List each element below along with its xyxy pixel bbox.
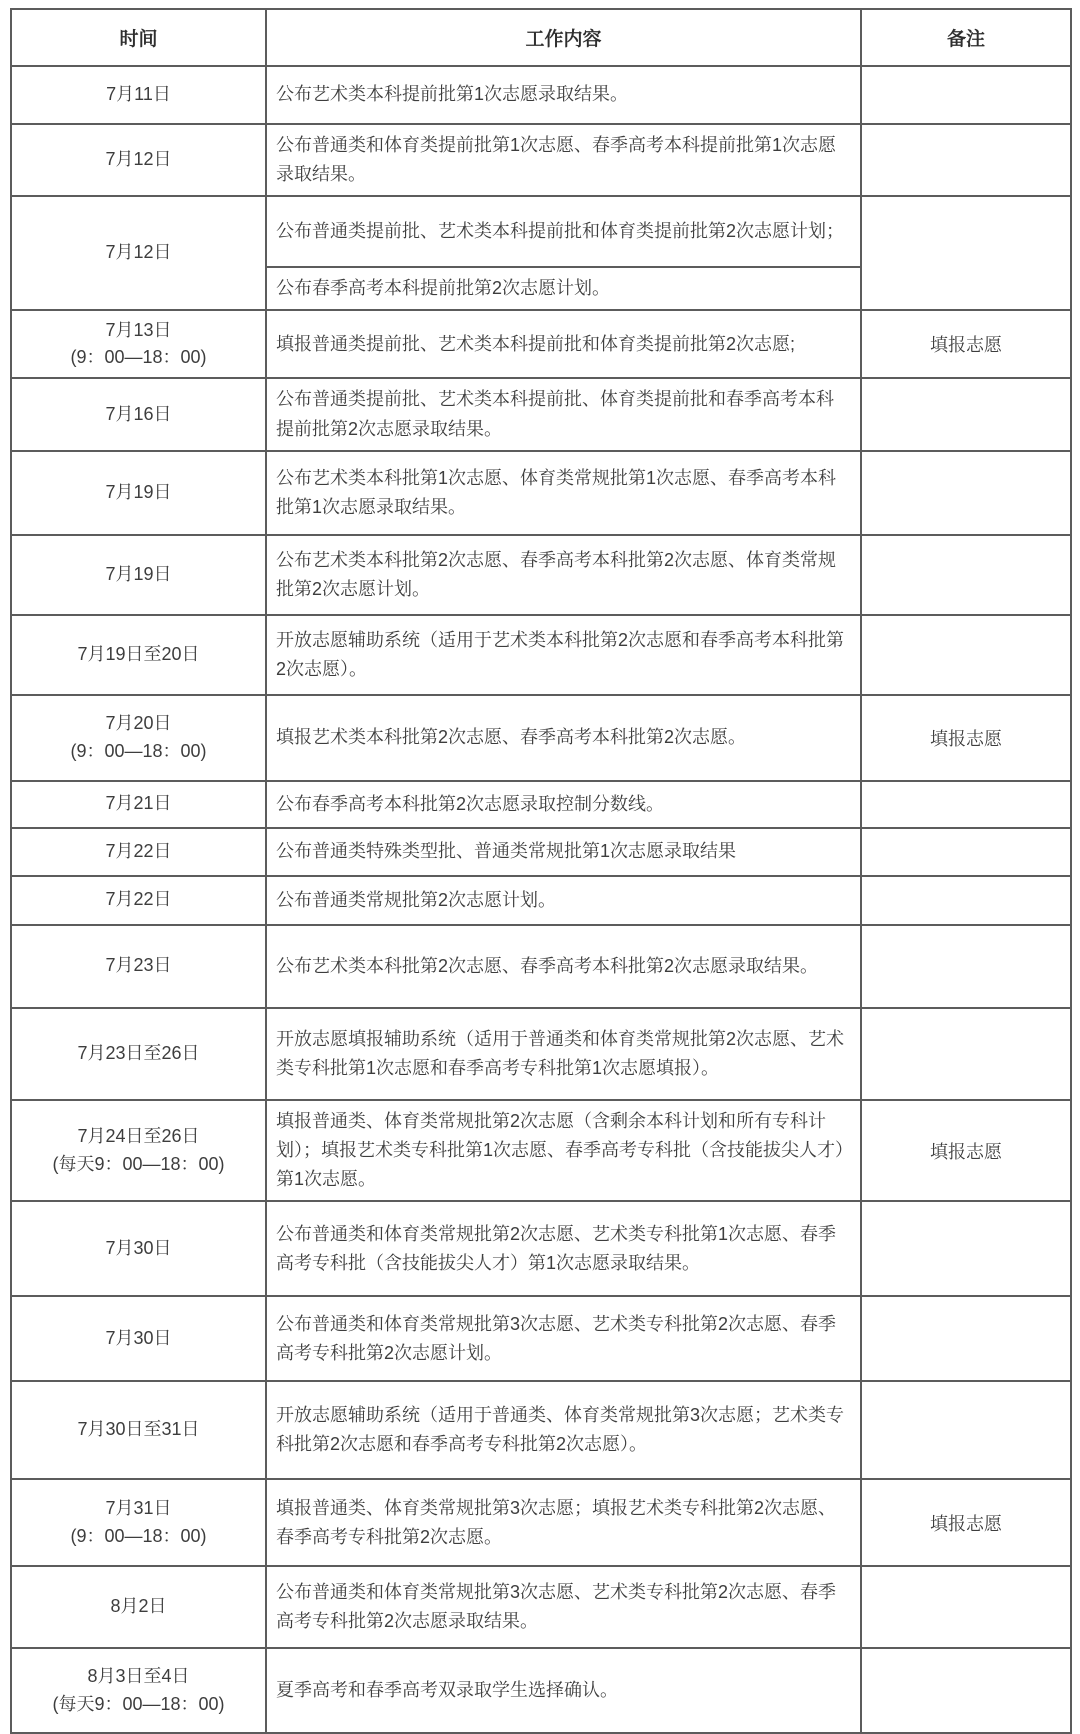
table-row (11, 1201, 1071, 1296)
table-row (11, 1296, 1071, 1381)
time-range-text: (每天9：00—18：00) (52, 1693, 225, 1714)
date-text: 7月20日 (105, 712, 172, 733)
table-row (11, 615, 1071, 695)
time-range-text: (9：00—18：00) (70, 1525, 207, 1546)
content-cell: 公布春季高考本科批第2次志愿录取控制分数线。 (266, 781, 861, 828)
date-text: 7月19日 (105, 563, 172, 584)
date-text: 7月30日 (105, 1327, 172, 1348)
remark-cell (861, 1201, 1071, 1296)
column-header-time: 时间 (11, 9, 266, 66)
content-cell: 公布普通类和体育类常规批第3次志愿、艺术类专科批第2次志愿、春季高考专科批第2次志愿录取结果。 (266, 1566, 861, 1648)
time-cell (11, 196, 266, 310)
time-range-text: (9：00—18：00) (70, 740, 207, 761)
time-cell (11, 615, 266, 695)
time-cell (11, 124, 266, 196)
remark-cell (861, 615, 1071, 695)
remark-cell (861, 1008, 1071, 1100)
table-row (11, 1100, 1071, 1201)
time-cell (11, 451, 266, 535)
remark-cell (861, 451, 1071, 535)
date-text: 7月23日至26日 (77, 1042, 200, 1063)
time-cell (11, 535, 266, 615)
remark-cell (861, 1381, 1071, 1479)
content-cell: 填报普通类、体育类常规批第2次志愿（含剩余本科计划和所有专科计划）；填报艺术类专科批第1次志愿、春季高考专科批（含技能拔尖人才）第1次志愿。 (266, 1100, 861, 1201)
content-cell: 公布普通类提前批、艺术类本科提前批和体育类提前批第2次志愿计划； (266, 196, 861, 267)
time-range-text: (9：00—18：00) (70, 347, 207, 368)
content-cell: 填报普通类提前批、艺术类本科提前批和体育类提前批第2次志愿; (266, 310, 861, 378)
date-text: 7月30日至31日 (77, 1419, 200, 1440)
table-row (11, 1566, 1071, 1648)
remark-cell: 填报志愿 (861, 1100, 1071, 1201)
content-cell: 开放志愿辅助系统（适用于艺术类本科批第2次志愿和春季高考本科批第2次志愿）。 (266, 615, 861, 695)
remark-cell (861, 828, 1071, 876)
table-row (11, 1479, 1071, 1566)
time-cell (11, 378, 266, 450)
table-row (11, 535, 1071, 615)
table-row (11, 695, 1071, 781)
time-cell (11, 1100, 266, 1201)
date-text: 7月21日 (105, 793, 172, 814)
content-cell: 公布普通类和体育类提前批第1次志愿、春季高考本科提前批第1次志愿录取结果。 (266, 124, 861, 196)
time-cell (11, 828, 266, 876)
content-cell: 公布艺术类本科提前批第1次志愿录取结果。 (266, 66, 861, 124)
content-cell: 公布艺术类本科批第2次志愿、春季高考本科批第2次志愿录取结果。 (266, 925, 861, 1008)
column-header-content: 工作内容 (266, 9, 861, 66)
remark-cell (861, 781, 1071, 828)
table-row (11, 66, 1071, 124)
remark-cell (861, 535, 1071, 615)
time-cell (11, 695, 266, 781)
remark-cell: 填报志愿 (861, 1479, 1071, 1566)
date-text: 7月31日 (105, 1497, 172, 1518)
table-row (11, 1381, 1071, 1479)
time-cell (11, 925, 266, 1008)
content-cell: 公布普通类常规批第2次志愿计划。 (266, 876, 861, 925)
date-text: 7月19日 (105, 481, 172, 502)
date-text: 8月3日至4日 (87, 1665, 190, 1686)
content-cell: 夏季高考和春季高考双录取学生选择确认。 (266, 1648, 861, 1733)
date-text: 7月16日 (105, 403, 172, 424)
remark-cell: 填报志愿 (861, 310, 1071, 378)
remark-cell (861, 1566, 1071, 1648)
content-cell: 公布普通类和体育类常规批第2次志愿、艺术类专科批第1次志愿、春季高考专科批（含技能拔尖人才）第1次志愿录取结果。 (266, 1201, 861, 1296)
remark-cell (861, 876, 1071, 925)
time-cell (11, 1008, 266, 1100)
remark-cell (861, 1296, 1071, 1381)
table-row (11, 781, 1071, 828)
date-text: 7月22日 (105, 889, 172, 910)
content-cell: 公布普通类特殊类型批、普通类常规批第1次志愿录取结果 (266, 828, 861, 876)
content-cell: 填报普通类、体育类常规批第3次志愿；填报艺术类专科批第2次志愿、春季高考专科批第2次志愿。 (266, 1479, 861, 1566)
date-text: 7月24日至26日 (77, 1125, 200, 1146)
table-row (11, 876, 1071, 925)
table-row (11, 925, 1071, 1008)
time-cell (11, 781, 266, 828)
time-cell (11, 876, 266, 925)
remark-cell (861, 378, 1071, 450)
table-row (11, 1648, 1071, 1733)
table-row (11, 196, 1071, 267)
content-cell: 公布普通类提前批、艺术类本科提前批、体育类提前批和春季高考本科提前批第2次志愿录取结果。 (266, 378, 861, 450)
column-header-remark: 备注 (861, 9, 1071, 66)
content-cell: 公布艺术类本科批第2次志愿、春季高考本科批第2次志愿、体育类常规批第2次志愿计划。 (266, 535, 861, 615)
date-text: 7月30日 (105, 1237, 172, 1258)
date-text: 7月13日 (105, 319, 172, 340)
time-cell (11, 1566, 266, 1648)
content-cell: 填报艺术类本科批第2次志愿、春季高考本科批第2次志愿。 (266, 695, 861, 781)
remark-cell (861, 124, 1071, 196)
time-cell (11, 1296, 266, 1381)
time-cell (11, 1201, 266, 1296)
time-cell (11, 1381, 266, 1479)
content-cell: 公布普通类和体育类常规批第3次志愿、艺术类专科批第2次志愿、春季高考专科批第2次志愿计划。 (266, 1296, 861, 1381)
table-row (11, 828, 1071, 876)
date-text: 7月23日 (105, 955, 172, 976)
remark-cell (861, 196, 1071, 310)
remark-cell: 填报志愿 (861, 695, 1071, 781)
date-text: 7月12日 (105, 242, 172, 263)
schedule-table (10, 8, 1072, 1734)
table-row (11, 451, 1071, 535)
remark-cell (861, 66, 1071, 124)
time-range-text: (每天9：00—18：00) (52, 1153, 225, 1174)
content-cell: 公布春季高考本科提前批第2次志愿计划。 (266, 267, 861, 310)
content-cell: 公布艺术类本科批第1次志愿、体育类常规批第1次志愿、春季高考本科批第1次志愿录取结果。 (266, 451, 861, 535)
date-text: 8月2日 (110, 1596, 167, 1617)
time-cell (11, 1648, 266, 1733)
time-cell (11, 1479, 266, 1566)
time-cell (11, 66, 266, 124)
table-row (11, 378, 1071, 450)
time-cell (11, 310, 266, 378)
date-text: 7月19日至20日 (77, 643, 200, 664)
remark-cell (861, 925, 1071, 1008)
table-row (11, 1008, 1071, 1100)
remark-cell (861, 1648, 1071, 1733)
date-text: 7月12日 (105, 149, 172, 170)
content-cell: 开放志愿辅助系统（适用于普通类、体育类常规批第3次志愿；艺术类专科批第2次志愿和春季高考专科批第2次志愿）。 (266, 1381, 861, 1479)
table-row (11, 310, 1071, 378)
date-text: 7月11日 (106, 84, 171, 105)
header-row (11, 9, 1071, 66)
content-cell: 开放志愿填报辅助系统（适用于普通类和体育类常规批第2次志愿、艺术类专科批第1次志愿和春季高考专科批第1次志愿填报）。 (266, 1008, 861, 1100)
table-row (11, 124, 1071, 196)
date-text: 7月22日 (105, 840, 172, 861)
